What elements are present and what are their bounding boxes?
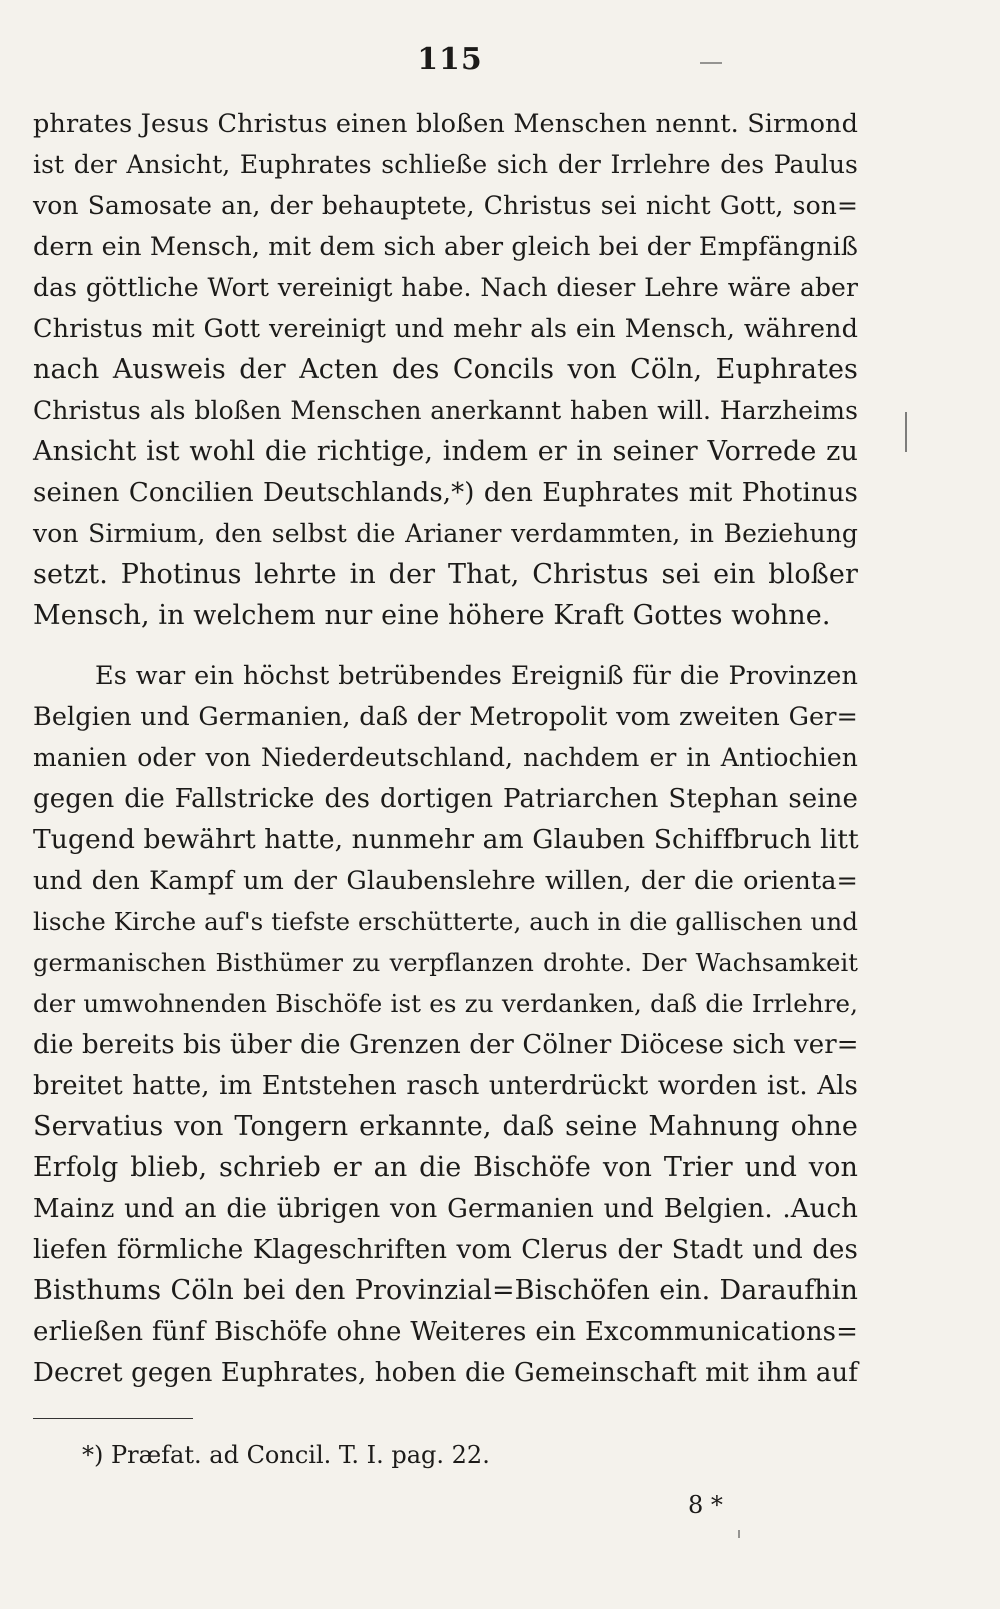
text-line: dern ein Mensch, mit dem sich aber gleich bei der Empfängniß <box>33 232 858 262</box>
scan-mark <box>700 62 722 64</box>
text-line: breitet hatte, im Entstehen rasch unterdrückt worden ist. Als <box>33 1071 858 1101</box>
text-line: Ansicht ist wohl die richtige, indem er in seiner Vorrede zu <box>33 436 858 467</box>
text-line: nach Ausweis der Acten des Concils von Cöln, Euphrates <box>33 354 858 385</box>
text-line: Es war ein höchst betrübendes Ereigniß für die Provinzen <box>95 661 858 691</box>
text-line: lische Kirche auf's tiefste erschütterte, auch in die gallischen und <box>33 907 858 936</box>
text-line: Mainz und an die übrigen von Germanien und Belgien. .Auch <box>33 1194 858 1224</box>
text-line: die bereits bis über die Grenzen der Cölner Diöcese sich ver= <box>33 1030 859 1060</box>
text-line: Bisthums Cöln bei den Provinzial=Bischöfen ein. Daraufhin <box>33 1275 858 1306</box>
text-line: das göttliche Wort vereinigt habe. Nach dieser Lehre wäre aber <box>33 273 858 302</box>
text-line: Tugend bewährt hatte, nunmehr am Glauben Schiffbruch litt <box>33 824 859 855</box>
text-line: germanischen Bisthümer zu verpflanzen drohte. Der Wachsamkeit <box>33 949 858 977</box>
text-line: gegen die Fallstricke des dortigen Patriarchen Stephan seine <box>33 784 858 814</box>
text-line: liefen förmliche Klageschriften vom Clerus der Stadt und des <box>33 1235 858 1265</box>
footnote: *) Præfat. ad Concil. T. I. pag. 22. <box>82 1441 490 1469</box>
text-line: phrates Jesus Christus einen bloßen Menschen nennt. Sirmond <box>33 109 858 139</box>
text-line: Christus mit Gott vereinigt und mehr als ein Mensch, während <box>33 314 858 344</box>
text-line: Servatius von Tongern erkannte, daß seine Mahnung ohne <box>33 1111 858 1142</box>
text-line: Mensch, in welchem nur eine höhere Kraft Gottes wohne. <box>33 600 831 631</box>
text-line: und den Kampf um der Glaubenslehre willen, der die orienta= <box>33 866 858 896</box>
text-line: Decret gegen Euphrates, hoben die Gemeinschaft mit ihm auf <box>33 1358 858 1388</box>
text-line: von Samosate an, der behauptete, Christus sei nicht Gott, son= <box>33 191 858 220</box>
text-line: Christus als bloßen Menschen anerkannt haben will. Harzheims <box>33 396 858 425</box>
signature-mark: 8 * <box>688 1491 723 1519</box>
text-line: der umwohnenden Bischöfe ist es zu verdanken, daß die Irrlehre, <box>33 989 858 1018</box>
scan-mark <box>905 412 907 452</box>
text-line: setzt. Photinus lehrte in der That, Christus sei ein bloßer <box>33 559 858 590</box>
text-line: Erfolg blieb, schrieb er an die Bischöfe von Trier und von <box>33 1152 858 1183</box>
text-line: von Sirmium, den selbst die Arianer verdammten, in Beziehung <box>33 519 858 548</box>
text-line: manien oder von Niederdeutschland, nachdem er in Antiochien <box>33 743 858 772</box>
text-line: Belgien und Germanien, daß der Metropolit vom zweiten Ger= <box>33 702 858 732</box>
footnote-divider <box>33 1418 193 1419</box>
text-line: ist der Ansicht, Euphrates schließe sich der Irrlehre des Paulus <box>33 150 858 179</box>
scan-mark <box>738 1530 740 1538</box>
text-line: seinen Concilien Deutschlands,*) den Euphrates mit Photinus <box>33 478 858 508</box>
text-line: erließen fünf Bischöfe ohne Weiteres ein Excommunications= <box>33 1317 858 1347</box>
page-number: 115 <box>417 42 483 77</box>
